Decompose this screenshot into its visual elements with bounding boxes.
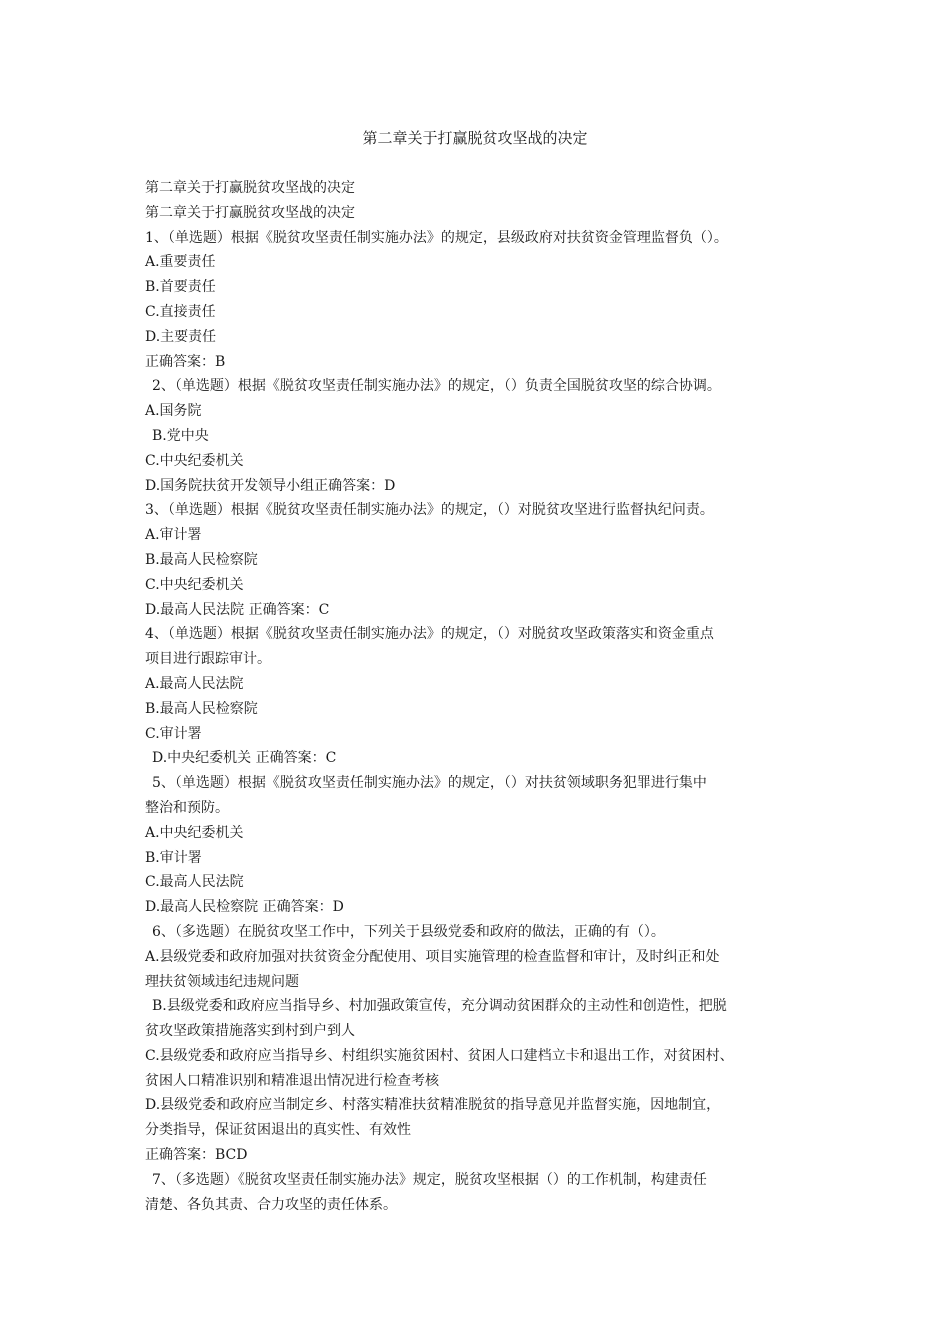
text-line: 2、（单选题）根据《脱贫攻坚责任制实施办法》的规定，（）负责全国脱贫攻坚的综合协调。 (152, 378, 721, 395)
text-line: C.审计署 (145, 725, 202, 742)
text-line: D.国务院扶贫开发领导小组正确答案：D (145, 477, 396, 494)
text-line: D.县级党委和政府应当制定乡、村落实精准扶贫精准脱贫的指导意见并监督实施，因地制宜， (145, 1097, 721, 1114)
text-line: C.最高人民法院 (145, 874, 244, 891)
text-line: 1、（单选题）根据《脱贫攻坚责任制实施办法》的规定，县级政府对扶贫资金管理监督负（）。 (145, 229, 728, 246)
text-line: 贫困人口精准识别和精准退出情况进行检查考核 (145, 1072, 439, 1089)
text-line: D.最高人民检察院 正确答案：D (145, 899, 344, 916)
text-line: B.最高人民检察院 (145, 551, 258, 568)
text-line: 项目进行跟踪审计。 (145, 651, 271, 668)
text-line: 分类指导，保证贫困退出的真实性、有效性 (145, 1122, 411, 1139)
text-line: D.中央纪委机关 正确答案：C (152, 750, 337, 767)
text-line: 正确答案：BCD (145, 1147, 248, 1164)
text-line: 5、（单选题）根据《脱贫攻坚责任制实施办法》的规定，（）对扶贫领域职务犯罪进行集中 (152, 775, 707, 792)
text-line: A.审计署 (145, 527, 202, 544)
text-line: C.中央纪委机关 (145, 576, 244, 593)
text-line: 3、（单选题）根据《脱贫攻坚责任制实施办法》的规定，（）对脱贫攻坚进行监督执纪问责。 (145, 502, 714, 519)
text-line: B.党中央 (152, 427, 209, 444)
text-line: C.县级党委和政府应当指导乡、村组织实施贫困村、贫困人口建档立卡和退出工作，对贫困村、 (145, 1047, 734, 1064)
text-line: A.中央纪委机关 (145, 824, 244, 841)
page-title: 第二章关于打赢脱贫攻坚战的决定 (362, 129, 588, 147)
text-line: 6、（多选题）在脱贫攻坚工作中，下列关于县级党委和政府的做法，正确的有（）。 (152, 923, 665, 940)
text-line: 4、（单选题）根据《脱贫攻坚责任制实施办法》的规定，（）对脱贫攻坚政策落实和资金重点 (145, 626, 714, 643)
text-line: 第二章关于打赢脱贫攻坚战的决定 (145, 180, 355, 196)
text-line: B.最高人民检察院 (145, 700, 258, 717)
text-line: 整治和预防。 (145, 799, 229, 816)
text-line: C.中央纪委机关 (145, 452, 244, 469)
text-line: A.最高人民法院 (145, 675, 244, 692)
text-line: 7、（多选题）《脱贫攻坚责任制实施办法》规定，脱贫攻坚根据（）的工作机制，构建责任 (152, 1171, 707, 1188)
text-line: C.直接责任 (145, 303, 216, 320)
text-line: A.县级党委和政府加强对扶贫资金分配使用、项目实施管理的检查监督和审计，及时纠正和处 (145, 948, 720, 965)
text-line: 正确答案：B (145, 353, 226, 370)
text-line: 理扶贫领域违纪违规问题 (145, 973, 299, 990)
text-line: 清楚、各负其责、合力攻坚的责任体系。 (145, 1196, 397, 1213)
document-body (145, 176, 835, 1217)
text-line: A.重要责任 (145, 254, 216, 271)
text-line: B.县级党委和政府应当指导乡、村加强政策宣传，充分调动贫困群众的主动性和创造性，把脱 (152, 998, 727, 1015)
text-line: D.最高人民法院 正确答案：C (145, 601, 330, 618)
text-line: D.主要责任 (145, 328, 217, 345)
text-line: 贫攻坚政策措施落实到村到户到人 (145, 1023, 355, 1040)
text-line: 第二章关于打赢脱贫攻坚战的决定 (145, 204, 355, 221)
text-line: B.审计署 (145, 849, 202, 866)
text-line: B.首要责任 (145, 279, 216, 296)
text-line: A.国务院 (145, 403, 202, 420)
